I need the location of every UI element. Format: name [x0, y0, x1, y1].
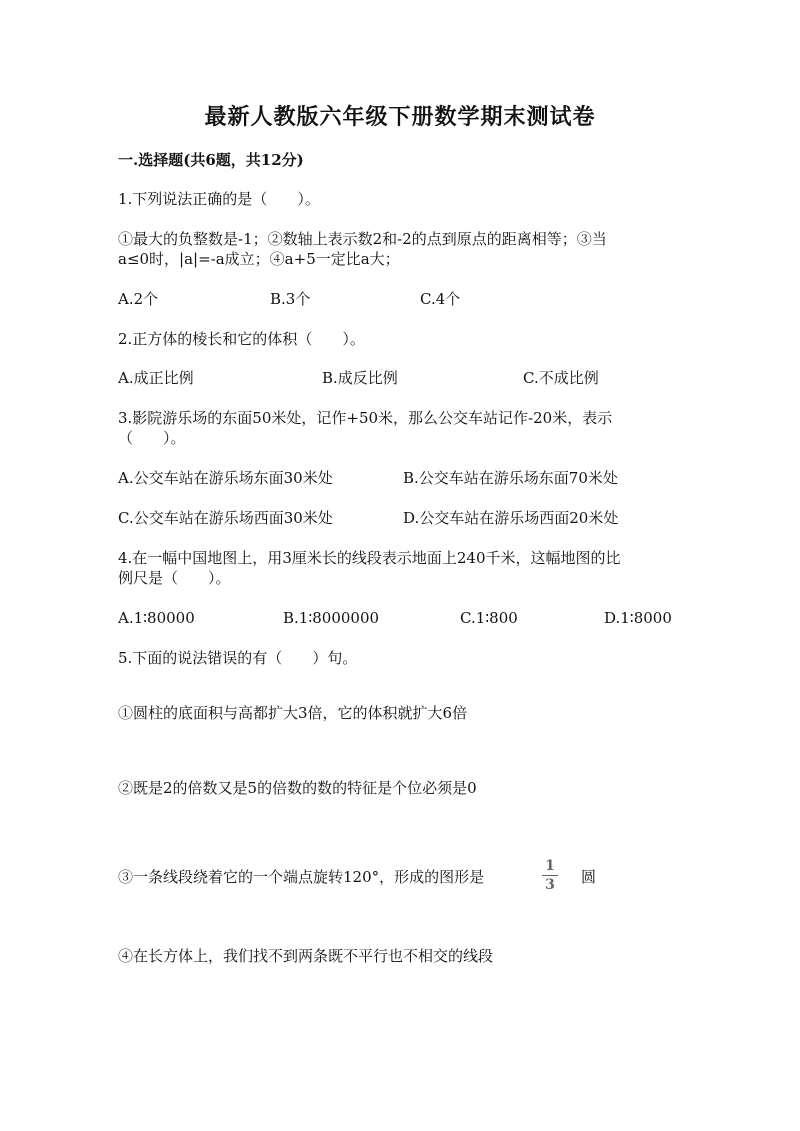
question-5-statement-3: ③一条线段绕着它的一个端点旋转120°，形成的图形是: [118, 868, 485, 886]
question-4-option-b: B.1∶8000000: [283, 609, 380, 627]
fraction-numerator: 1: [545, 858, 555, 874]
question-4-stem-line-1: 4.在一幅中国地图上，用3厘米长的线段表示地面上240千米，这幅地图的比: [118, 549, 621, 567]
question-5-stem: 5.下面的说法错误的有（ ）句。: [118, 649, 358, 667]
question-2-option-c: C.不成比例: [523, 369, 599, 387]
question-4-option-a: A.1∶80000: [118, 609, 195, 627]
document-title: 最新人教版六年级下册数学期末测试卷: [204, 104, 596, 130]
question-4-option-d: D.1∶8000: [604, 609, 672, 627]
question-5-statement-2: ②既是2的倍数又是5的倍数的数的特征是个位必须是0: [118, 779, 477, 797]
question-3-option-a: A.公交车站在游乐场东面30米处: [118, 469, 333, 487]
question-2-stem: 2.正方体的棱长和它的体积（ ）。: [118, 330, 365, 348]
question-2-option-b: B.成反比例: [322, 369, 398, 387]
question-2-option-a: A.成正比例: [118, 369, 194, 387]
question-3-stem-line-1: 3.影院游乐场的东面50米处，记作+50米，那么公交车站记作-20米，表示: [118, 409, 613, 427]
question-3-stem-line-2: （ ）。: [118, 429, 186, 447]
question-5-statement-4: ④在长方体上，我们找不到两条既不平行也不相交的线段: [118, 947, 494, 965]
question-4-stem-line-2: 例尺是（ ）。: [118, 569, 231, 587]
question-1-option-c: C.4个: [420, 290, 461, 308]
question-1-option-b: B.3个: [270, 290, 311, 308]
question-1-detail-line-2: a≤0时，|a|=-a成立；④a+5一定比a大；: [118, 250, 400, 268]
question-3-option-c: C.公交车站在游乐场西面30米处: [118, 509, 333, 527]
fraction-bar: [542, 875, 558, 876]
question-1-detail-line-1: ①最大的负整数是-1；②数轴上表示数2和-2的点到原点的距离相等；③当: [118, 230, 607, 248]
question-1-option-a: A.2个: [118, 290, 159, 308]
fraction-one-third: [542, 858, 558, 893]
fraction-denominator: 3: [545, 877, 555, 893]
question-4-option-c: C.1∶800: [460, 609, 518, 627]
section-heading: 一.选择题(共6题，共12分): [118, 151, 304, 169]
question-3-option-b: B.公交车站在游乐场东面70米处: [403, 469, 618, 487]
question-5-statement-1: ①圆柱的底面积与高都扩大3倍，它的体积就扩大6倍: [118, 704, 468, 722]
question-3-option-d: D.公交车站在游乐场西面20米处: [403, 509, 619, 527]
question-1-stem: 1.下列说法正确的是（ ）。: [118, 190, 320, 208]
question-5-statement-3-suffix: 圆: [581, 868, 597, 886]
